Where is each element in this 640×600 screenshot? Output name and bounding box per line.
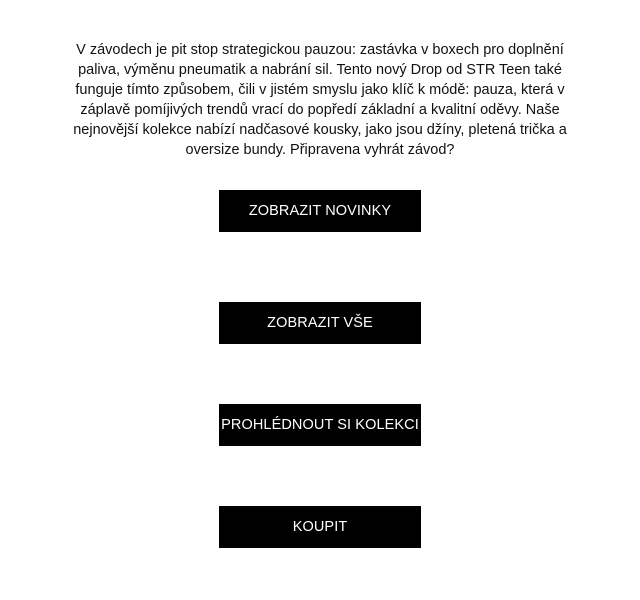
browse-collection-button[interactable]: PROHLÉDNOUT SI KOLEKCI [219, 404, 421, 446]
show-new-arrivals-button[interactable]: ZOBRAZIT NOVINKY [219, 190, 421, 232]
intro-paragraph: V závodech je pit stop strategickou pauzou: zastávka v boxech pro doplnění paliva, výměnu pneumatik a nabrání sil. Tento nový Drop od STR Teen také funguje tímto způsobem, čili v jistém smyslu jako klíč k módě: pauza, která v záplavě pomíjivých trendů vrací do popředí základní a kvalitní oděvy. Naše nejnovější kolekce nabízí nadčasové kousky, jako jsou džíny, pletená trička a oversize bundy. Připravena vyhrát závod? [73, 42, 567, 158]
buy-button[interactable]: KOUPIT [219, 506, 421, 548]
show-all-button[interactable]: ZOBRAZIT VŠE [219, 302, 421, 344]
